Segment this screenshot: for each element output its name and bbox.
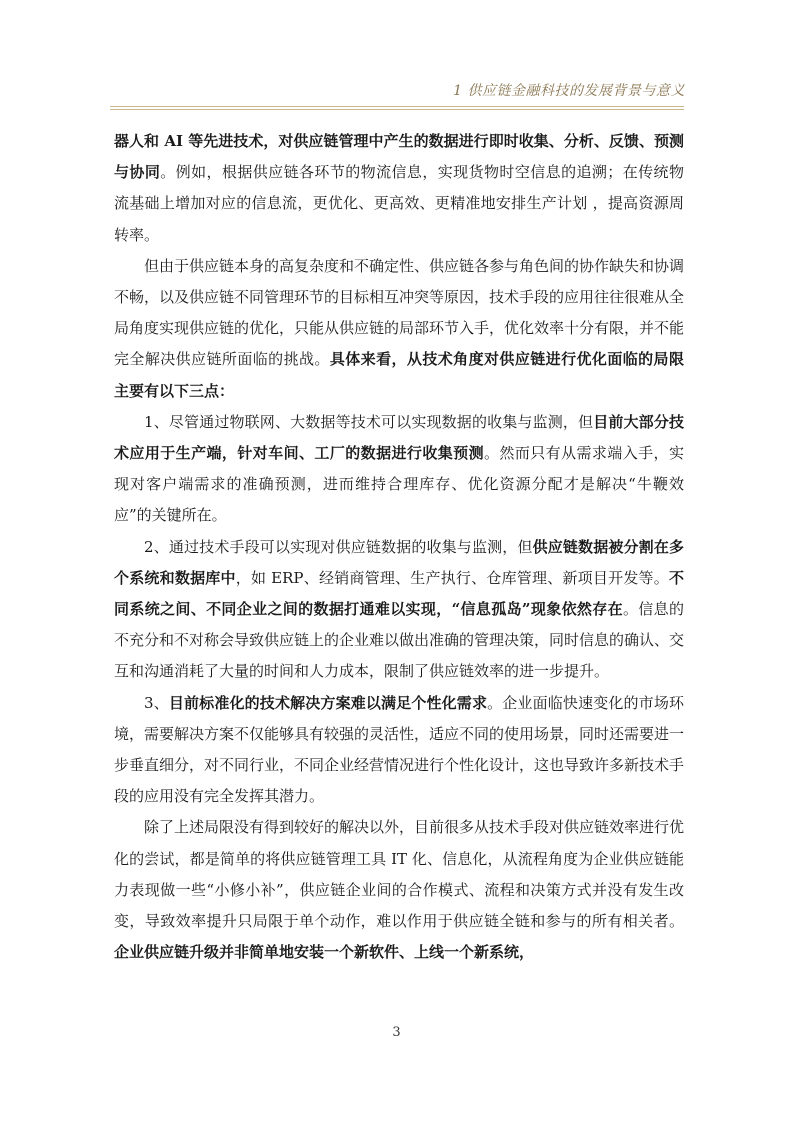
text-run-bold: 不同系统之间、不同企业之间的数据打通难以实现，“信息孤岛”现象依然存在 [114, 568, 684, 619]
paragraph [114, 812, 684, 968]
page-number: 3 [392, 1025, 401, 1040]
header-rule-top [110, 106, 684, 107]
text-run-bold: 目前标准化的技术解决方案难以满足个性化需求 [168, 693, 488, 712]
text-run: 3、 [144, 693, 169, 712]
text-run-bold: 具体来看，从技术角度对供应链进行优化面临的局限主要有以下三点： [114, 350, 684, 400]
text-run: 1、尽管通过物联网、大数据等技术可以实现数据的收集与监测，但 [144, 412, 594, 431]
paragraph [114, 407, 684, 532]
text-run-bold: 目前大部分技术应用于生产端，针对车间、工厂的数据进行收集预测 [114, 412, 684, 463]
text-run: 。然而只有从需求端入手，实现对客户端需求的准确预测，进而维持合理库存、优化资源分配才是解决“牛鞭效应”的关键所在。 [114, 444, 684, 525]
text-run: 。企业面临快速变化的市场环境，需要解决方案不仅能够具有较强的灵活性，适应不同的使用场景，同时还需要进一步垂直细分，对不同行业，不同企业经营情况进行个性化设计，这也导致许多新技术手段的应用没有完全发挥其潜力。 [114, 693, 685, 806]
text-run: 除了上述局限没有得到较好的解决以外，目前很多从技术手段对供应链效率进行优化的尝试，都是简单的将供应链管理工具 IT 化、信息化，从流程角度为企业供应链能力表现做一些“小修小补”，供应链企业间的合作模式、流程和决策方式并没有发生改变，导致效率提升只局限于单个动作，难以作用于供应链全链和参与的所有相关者。 [114, 818, 685, 931]
paragraph [114, 532, 684, 688]
body-text [114, 126, 684, 968]
text-run-bold: 器人和 AI 等先进技术，对供应链管理中产生的数据进行即时收集、分析、反馈、预测与协同 [114, 132, 684, 182]
text-run: ，如 ERP、经销商管理、生产执行、仓库管理、新项目开发等。 [235, 568, 669, 587]
text-run: 。信息的不充分和不对称会导致供应链上的企业难以做出准确的管理决策，同时信息的确认、交互和沟通消耗了大量的时间和人力成本，限制了供应链效率的进一步提升。 [114, 600, 685, 681]
paragraph [114, 126, 684, 251]
paragraph [114, 251, 684, 407]
text-run-bold: 企业供应链升级并非简单地安装一个新软件、上线一个新系统， [114, 943, 535, 962]
text-run: 但由于供应链本身的高复杂度和不确定性、供应链各参与角色间的协作缺失和协调不畅，以及供应链不同管理环节的目标相互冲突等原因，技术手段的应用往往很难从全局角度实现供应链的优化，只能从供应链的局部环节入手，优化效率十分有限，并不能完全解决供应链所面临的挑战。 [114, 256, 685, 369]
text-run-bold: 供应链数据被分割在多个系统和数据库中 [114, 537, 684, 587]
header-rule-bottom [110, 109, 684, 110]
chapter-title: 1 供应链金融科技的发展背景与意义 [453, 83, 685, 99]
paragraph [114, 688, 684, 813]
text-run: 。例如，根据供应链各环节的物流信息，实现货物时空信息的追溯；在传统物流基础上增加对应的信息流，更优化、更高效、更精准地安排生产计划 ，提高资源周转率。 [114, 163, 684, 244]
text-run: 2、通过技术手段可以实现对供应链数据的收集与监测，但 [144, 537, 533, 556]
